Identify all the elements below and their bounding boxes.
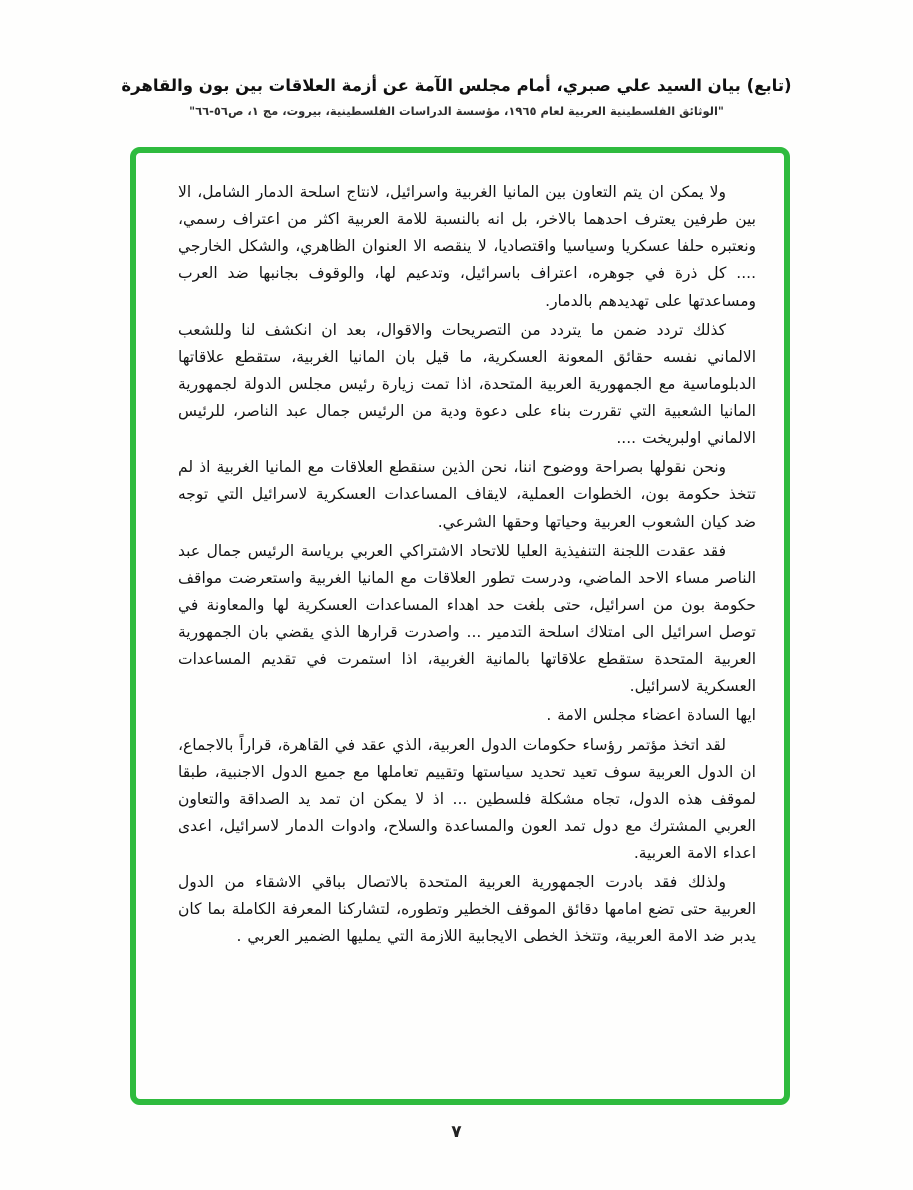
page-number: ٧ [451,1122,462,1142]
document-body-text [136,153,784,951]
document-frame [130,147,790,1105]
paragraph: ونحن نقولها بصراحة ووضوح اننا، نحن الذين سنقطع العلاقات مع المانيا الغربية اذ لم تتخذ حكومة بون، الخطوات العملية، لايقاف المساعدات العسكرية لاسرائيل التي توجه ضد كيان الشعوب العربية وحياتها وحقها الشرعي. [178,458,756,531]
paragraph: لقد اتخذ مؤتمر رؤساء حكومات الدول العربية، الذي عقد في القاهرة، قراراً بالاجماع، ان الدول العربية سوف تعيد تحديد سياستها وتقييم تعاملها مع جميع الدول الاجنبية، طبقا لموقف هذه الدول، تجاه مشكلة فلسطين ... اذ لا يمكن ان تمد يد الصداقة والتعاون العربي المشترك مع دول تمد العون والمساعدة والسلاح، وادوات الدمار لاسرائيل، اعدى اعداء الامة العربية. [178,735,756,862]
document-header [0,76,913,118]
paragraph: ولذلك فقد بادرت الجمهورية العربية المتحدة بالاتصال بباقي الاشقاء من الدول العربية حتى تضع امامها دقائق الموقف الخطير وتطوره، لتشاركنا المعرفة الكاملة بما كان يدبر ضد الامة العربية، وتتخذ الخطى الايجابية اللازمة التي يمليها الضمير العربي . [178,873,756,946]
document-title: (تابع) بيان السيد علي صبري، أمام مجلس الآمة عن أزمة العلاقات بين بون والقاهرة [121,76,792,95]
paragraph-salutation: ايها السادة اعضاء مجلس الامة . [546,706,756,725]
paragraph: فقد عقدت اللجنة التنفيذية العليا للاتحاد الاشتراكي العربي برياسة الرئيس جمال عبد الناصر مساء الاحد الماضي، ودرست تطور العلاقات مع المانيا الغربية واستعرضت مواقف حكومة بون من اسرائيل، حتى بلغت حد اهداء المساعدات العسكرية لها والمعاونة في توصل اسرائيل الى امتلاك اسلحة التدمير ... واصدرت قرارها الذي يقضي بان الجمهورية العربية المتحدة ستقطع علاقاتها بالمانية الغربية، اذا استمرت في تقديم المساعدات العسكرية لاسرائيل. [178,541,756,696]
paragraph: كذلك تردد ضمن ما يتردد من التصريحات والاقوال، بعد ان انكشف لنا وللشعب الالماني نفسه حقائق المعونة العسكرية، ما قيل بان المانيا الغربية، ستقطع علاقاتها الدبلوماسية مع الجمهورية العربية المتحدة، اذا تمت زيارة رئيس مجلس الدولة لجمهورية المانيا الشعبية التي تقررت بناء على دعوة ودية من الرئيس جمال عبد الناصر، للرئيس الالماني اولبريخت .... [178,320,756,448]
document-source-citation: "الوثائق الفلسطينية العربية لعام ١٩٦٥، مؤسسة الدراسات الفلسطينية، بيروت، مج ١، ص٥٦-٦٦" [189,104,724,118]
paragraph: ولا يمكن ان يتم التعاون بين المانيا الغربية واسرائيل، لانتاج اسلحة الدمار الشامل، الا بين طرفين يعترف احدهما بالاخر، بل انه بالنسبة للامة العربية اكثر من اعتراف رسمي، ونعتبره حلفا عسكريا وسياسيا واقتصاديا، لا ينقصه الا العنوان الظاهري، والشكل الخارجي .... كل ذرة في جوهره، اعتراف باسرائيل، وتدعيم لها، والوقوف بجانبها ضد العرب ومساعدتها على تهديدهم بالدمار. [178,183,756,310]
